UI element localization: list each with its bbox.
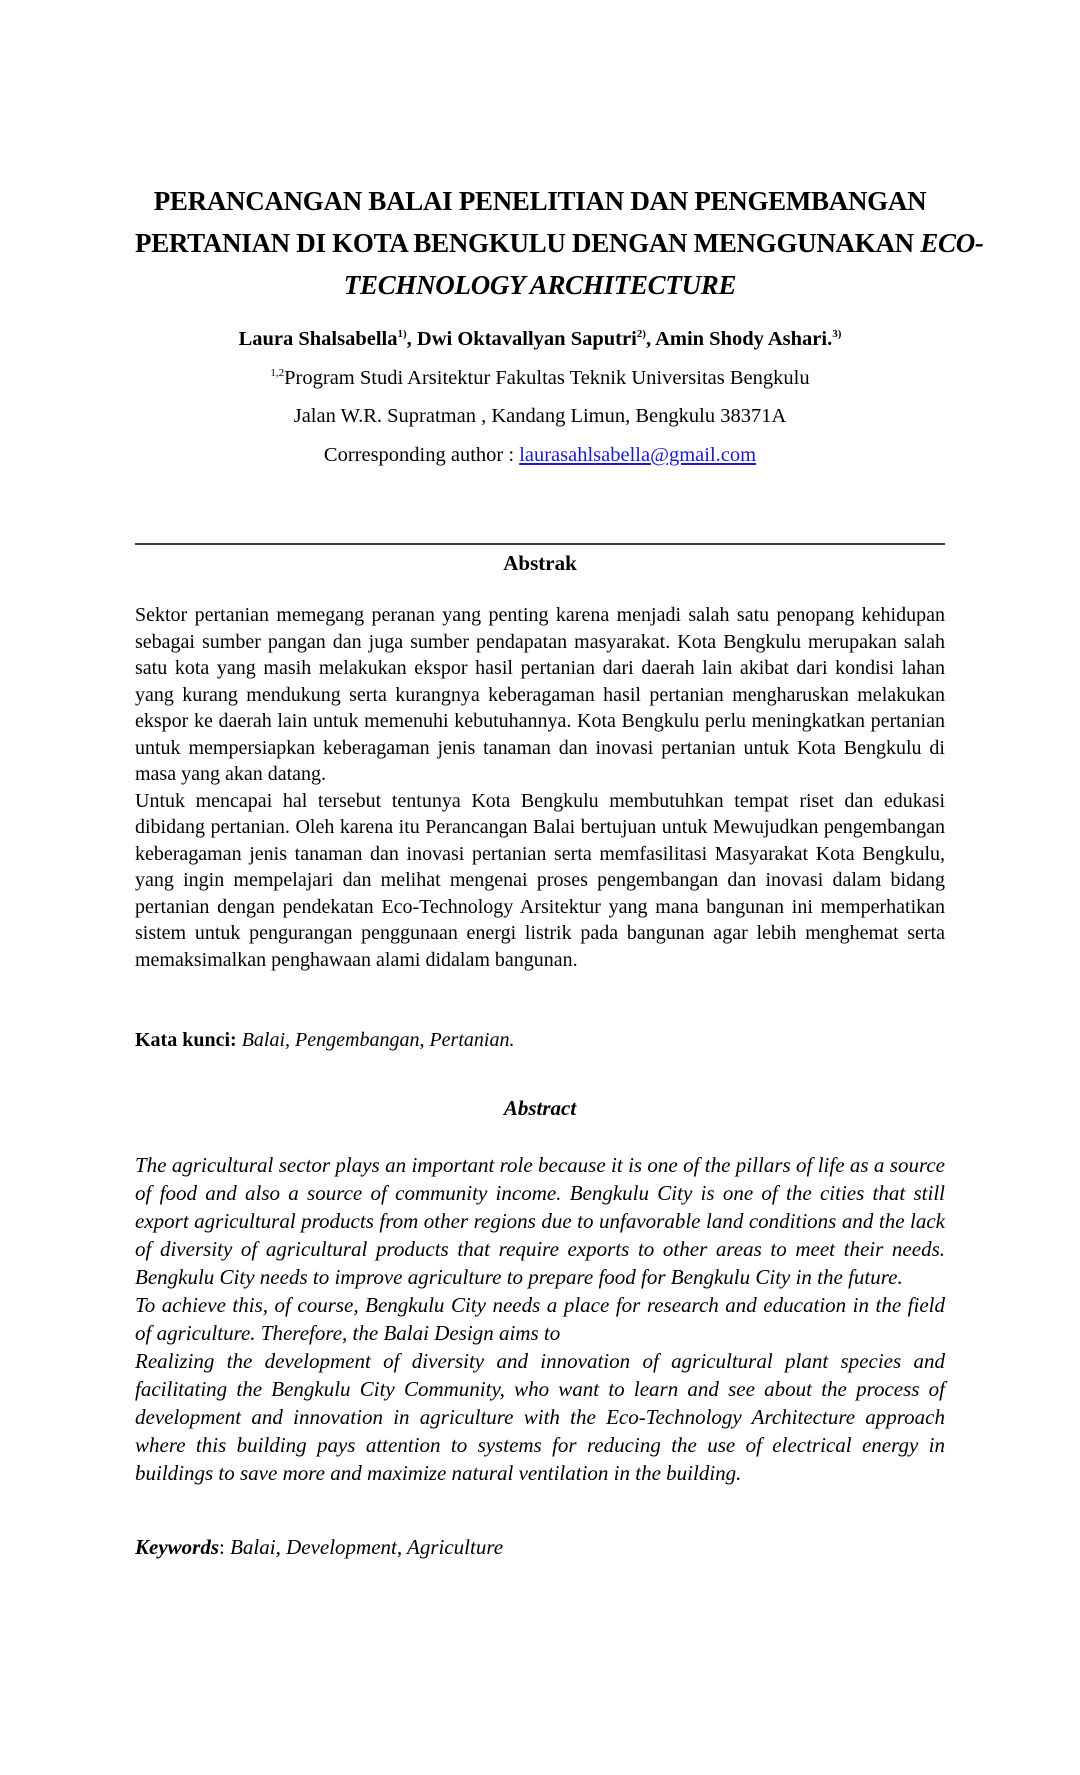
author-name-3: Amin Shody Ashari. [655, 328, 833, 350]
kata-kunci-line [135, 1029, 945, 1052]
abstrak-paragraph-2: Untuk mencapai hal tersebut tentunya Kota Bengkulu membutuhkan tempat riset dan edukasi dibidang pertanian. Oleh karena itu Perancangan Balai bertujuan untuk Mewujudkan pengembangan keberagaman jenis tanaman dan inovasi pertanian serta memfasilitasi Masyarakat Kota Bengkulu, yang ingin mempelajari dan melihat mengenai proses pengembangan dan inovasi dalam bidang pertanian dengan pendekatan Eco-Technology Arsitektur yang mana bangunan ini memperhatikan sistem untuk pengurangan penggunaan energi listrik pada bangunan agar lebih menghemat serta memaksimalkan penghawaan alami didalam bangunan. [135, 789, 945, 971]
keywords-label: Keywords [135, 1535, 219, 1559]
author-separator-1: , [406, 328, 417, 350]
keywords-line [135, 1535, 945, 1560]
keywords-separator: : [219, 1535, 231, 1559]
kata-kunci-label: Kata kunci [135, 1029, 231, 1051]
abstract-paragraph-3: Realizing the development of diversity and innovation of agricultural plant species and facilitating the Bengkulu City Community, who want to learn and see about the process of development and innovation in agriculture with the Eco-Technology Architecture approach where this building pays attention to systems for reducing the use of electrical energy in buildings to save more and maximize natural ventilation in the building. [135, 1349, 945, 1485]
author-name-2: Dwi Oktavallyan Saputri [416, 328, 637, 350]
corresponding-label: Corresponding author : [323, 443, 520, 466]
author-affiliation-ref-3: 3) [832, 328, 842, 341]
paper-title-line2 [135, 222, 984, 264]
affiliation-line [135, 359, 945, 398]
kata-kunci-separator: : [230, 1029, 242, 1051]
header-meta [135, 320, 945, 474]
author-separator-2: , [645, 328, 656, 350]
paper-title-line3 [135, 264, 945, 306]
corresponding-email-link[interactable]: laurasahlsabella@gmail.com [519, 443, 757, 466]
header-divider-rule [135, 543, 945, 545]
abstract-paragraph-2: To achieve this, of course, Bengkulu City needs a place for research and education in the field of agriculture. Therefore, the Balai Design aims to [135, 1293, 945, 1345]
authors-line [135, 320, 945, 359]
affiliation-sup: 1,2 [270, 366, 285, 379]
abstrak-paragraph-1: Sektor pertanian memegang peranan yang penting karena menjadi salah satu penopang kehidupan sebagai sumber pangan dan juga sumber pendapatan masyarakat. Kota Bengkulu merupakan salah satu kota yang masih melakukan ekspor hasil pertanian dari daerah lain akibat dari kondisi lahan yang kurang mendukung serta kurangnya keberagaman hasil pertanian mengharuskan melakukan ekspor ke daerah lain untuk memenuhi kebutuhannya. Kota Bengkulu perlu meningkatkan pertanian untuk mempersiapkan keberagaman jenis tanaman dan inovasi pertanian untuk Kota Bengkulu di masa yang akan datang. [135, 604, 945, 785]
paper-title [135, 180, 984, 306]
kata-kunci-values: Balai, Pengembangan, Pertanian. [241, 1029, 515, 1051]
paper-title-line2-italic: ECO- [920, 228, 984, 258]
paper-title-line2-plain: PERTANIAN DI KOTA BENGKULU DENGAN MENGGUNAKAN [135, 228, 921, 258]
author-affiliation-ref-1: 1) [397, 328, 407, 341]
author-name-1: Laura Shalsabella [238, 328, 398, 350]
keywords-values: Balai, Development, Agriculture [230, 1535, 504, 1559]
abstrak-heading: Abstrak [503, 551, 577, 575]
author-affiliation-ref-2: 2) [636, 328, 646, 341]
corresponding-author-line [135, 436, 945, 475]
affiliation-text: Program Studi Arsitektur Fakultas Teknik Universitas Bengkulu [284, 366, 810, 389]
paper-title-line3-italic: TECHNOLOGY ARCHITECTURE [343, 270, 737, 300]
abstract-paragraph-1: The agricultural sector plays an important role because it is one of the pillars of life as a source of food and also a source of community income. Bengkulu City is one of the cities that still export agricultural products from other regions due to unfavorable land conditions and the lack of diversity of agricultural products that require exports to other areas to meet their needs. Bengkulu City needs to improve agriculture to prepare food for Bengkulu City in the future. [135, 1153, 945, 1289]
address-line: Jalan W.R. Supratman , Kandang Limun, Bengkulu 38371A [293, 405, 787, 427]
abstract-heading: Abstract [503, 1096, 577, 1120]
paper-title-line1: PERANCANGAN BALAI PENELITIAN DAN PENGEMBANGAN [153, 186, 927, 216]
